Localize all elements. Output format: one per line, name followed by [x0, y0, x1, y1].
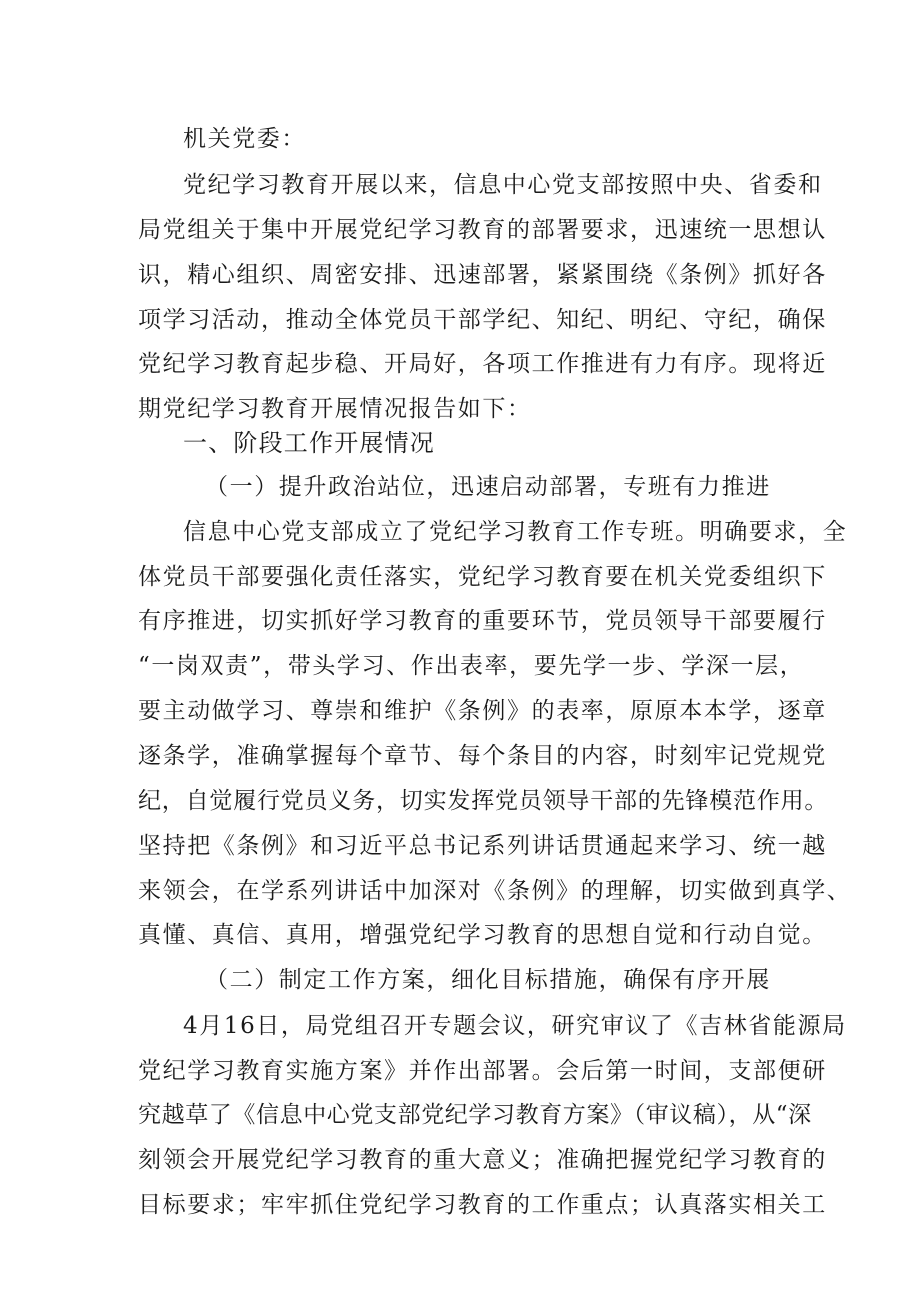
body-line: 刻领会开展党纪学习教育的重大意义；准确把握党纪学习教育的 [138, 1147, 827, 1173]
body-line: 信息中心党支部成立了党纪学习教育工作专班。明确要求，全 [183, 519, 848, 545]
body-line: 目标要求；牢牢抓住党纪学习教育的工作重点；认真落实相关工 [138, 1192, 827, 1218]
subsection-heading: （一）提升政治站位，迅速启动部署，专班有力推进 [205, 474, 771, 500]
body-line: “一岗双责”，带头学习、作出表率，要先学一步、学深一层， [138, 653, 805, 679]
subsection-heading: （二）制定工作方案，细化目标措施，确保有序开展 [205, 967, 771, 993]
intro-line: 党纪学习教育开展以来，信息中心党支部按照中央、省委和 [183, 172, 823, 198]
body-line: 究越草了《信息中心党支部党纪学习教育方案》（审议稿），从“深 [138, 1102, 812, 1128]
body-line: 有序推进，切实抓好学习教育的重要环节，党员领导干部要履行 [138, 608, 827, 634]
body-line: 真懂、真信、真用，增强党纪学习教育的思想自觉和行动自觉。 [138, 922, 827, 948]
body-line: 党纪学习教育实施方案》并作出部署。会后第一时间，支部便研 [138, 1058, 827, 1084]
salutation: 机关党委： [183, 126, 306, 152]
intro-line: 期党纪学习教育开展情况报告如下： [138, 396, 532, 422]
body-line: 体党员干部要强化责任落实，党纪学习教育要在机关党委组织下 [138, 564, 827, 590]
body-line: 来领会，在学系列讲话中加深对《条例》的理解，切实做到真学、 [138, 878, 852, 904]
intro-line: 项学习活动，推动全体党员干部学纪、知纪、明纪、守纪，确保 [138, 307, 827, 333]
body-line: 坚持把《条例》和习近平总书记系列讲话贯通起来学习、统一越 [138, 833, 827, 859]
intro-line: 党纪学习教育起步稳、开局好，各项工作推进有力有序。现将近 [138, 351, 827, 377]
body-line: 逐条学，准确掌握每个章节、每个条目的内容，时刻牢记党规党 [138, 743, 827, 769]
body-line: 纪，自觉履行党员义务，切实发挥党员领导干部的先锋模范作用。 [138, 788, 829, 814]
section-heading: 一、阶段工作开展情况 [183, 429, 435, 457]
intro-line: 识，精心组织、周密安排、迅速部署，紧紧围绕《条例》抓好各 [138, 262, 827, 288]
body-line: 要主动做学习、尊崇和维护《条例》的表率，原原本本学，逐章 [138, 698, 827, 724]
intro-line: 局党组关于集中开展党纪学习教育的部署要求，迅速统一思想认 [138, 217, 827, 243]
body-line: 4月16日，局党组召开专题会议，研究审议了《吉林省能源局 [183, 1013, 847, 1039]
